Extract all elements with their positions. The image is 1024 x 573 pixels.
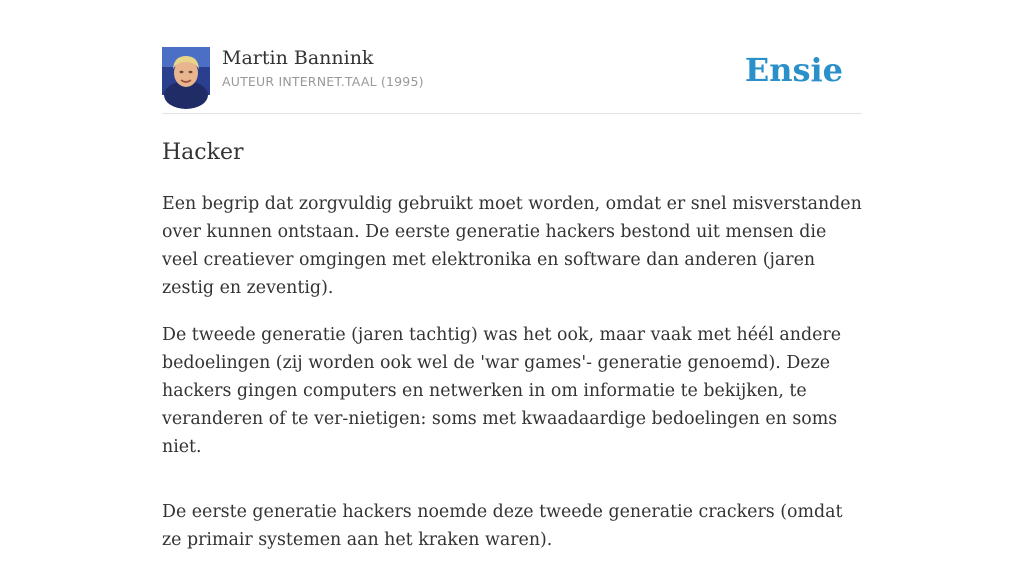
author-avatar[interactable] [162, 47, 210, 95]
article-title: Hacker [162, 140, 244, 165]
paragraph: De eerste generatie hackers noemde deze tweede generatie crackers (omdat ze primair systemen aan het kraken waren). [162, 502, 843, 550]
paragraph: De tweede generatie (jaren tachtig) was het ook, maar vaak met héél andere bedoelingen (zij worden ook wel de 'war games'- generatie genoemd). Deze hackers gingen computers en netwerken in om informatie te bekijken, te veranderen of te ver-nietigen: soms met kwaadaardige bedoelingen en soms niet. [162, 325, 842, 457]
author-photo-icon [162, 47, 210, 95]
article-body [162, 190, 862, 573]
paragraph: Een begrip dat zorgvuldig gebruikt moet worden, omdat er snel misverstanden over kunnen ontstaan. De eerste generatie hackers bestond uit mensen die veel creatiever omgingen met elektronika en software dan anderen (jaren zestig en zeventig). [162, 194, 862, 298]
author-role: AUTEUR INTERNET.TAAL (1995) [222, 74, 424, 89]
author-header [162, 0, 862, 114]
content-container [162, 0, 862, 550]
author-name[interactable]: Martin Bannink [222, 47, 374, 69]
ensie-logo[interactable]: Ensie [744, 51, 843, 89]
